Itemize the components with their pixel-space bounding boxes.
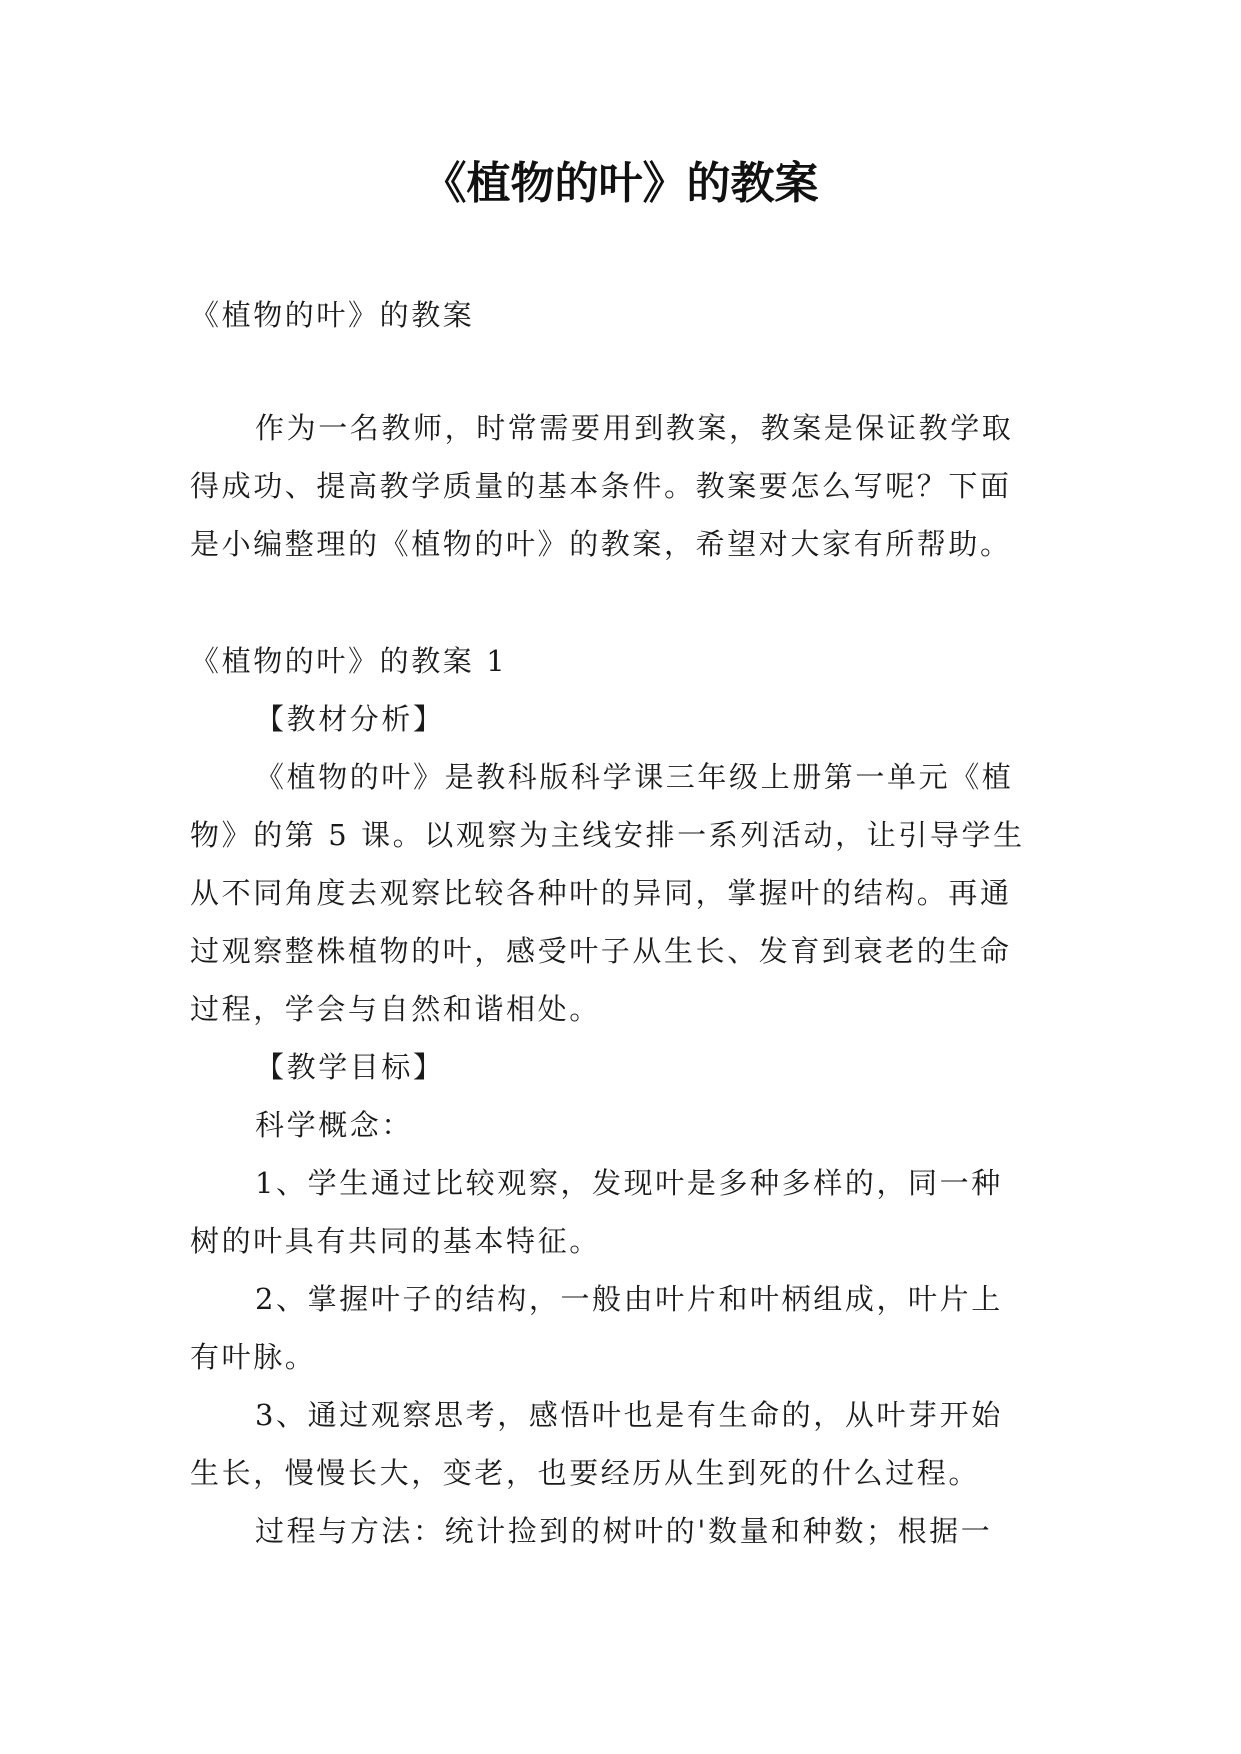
goals-heading: 【教学目标】 — [255, 1050, 445, 1084]
goal-line: 1、学生通过比较观察，发现叶是多种多样的，同一种 — [255, 1166, 1003, 1200]
concept-label: 科学概念： — [255, 1108, 414, 1142]
analysis-line: 《植物的叶》是教科版科学课三年级上册第一单元《植 — [255, 760, 1014, 794]
goal-line: 3、通过观察思考，感悟叶也是有生命的，从叶芽开始 — [255, 1398, 1003, 1432]
method-line: 过程与方法：统计捡到的树叶的'数量和种数；根据一 — [255, 1514, 993, 1548]
section-heading: 《植物的叶》的教案 1 — [190, 644, 508, 678]
analysis-line: 过程，学会与自然和谐相处。 — [190, 992, 601, 1026]
document-title: 《植物的叶》的教案 — [422, 158, 819, 209]
analysis-line: 物》的第 5 课。以观察为主线安排一系列活动，让引导学生 — [190, 818, 1025, 852]
document-subtitle: 《植物的叶》的教案 — [190, 298, 475, 332]
goal-line: 树的叶具有共同的基本特征。 — [190, 1224, 601, 1258]
goal-line: 有叶脉。 — [190, 1340, 317, 1374]
intro-line: 是小编整理的《植物的叶》的教案，希望对大家有所帮助。 — [190, 527, 1012, 561]
intro-line: 作为一名教师，时常需要用到教案，教案是保证教学取 — [255, 411, 1014, 445]
analysis-line: 过观察整株植物的叶，感受叶子从生长、发育到衰老的生命 — [190, 934, 1012, 968]
analysis-heading: 【教材分析】 — [255, 702, 445, 736]
intro-line: 得成功、提高教学质量的基本条件。教案要怎么写呢？下面 — [190, 469, 1012, 503]
goal-line: 生长，慢慢长大，变老，也要经历从生到死的什么过程。 — [190, 1456, 981, 1490]
goal-line: 2、掌握叶子的结构，一般由叶片和叶柄组成，叶片上 — [255, 1282, 1003, 1316]
analysis-line: 从不同角度去观察比较各种叶的异同，掌握叶的结构。再通 — [190, 876, 1012, 910]
